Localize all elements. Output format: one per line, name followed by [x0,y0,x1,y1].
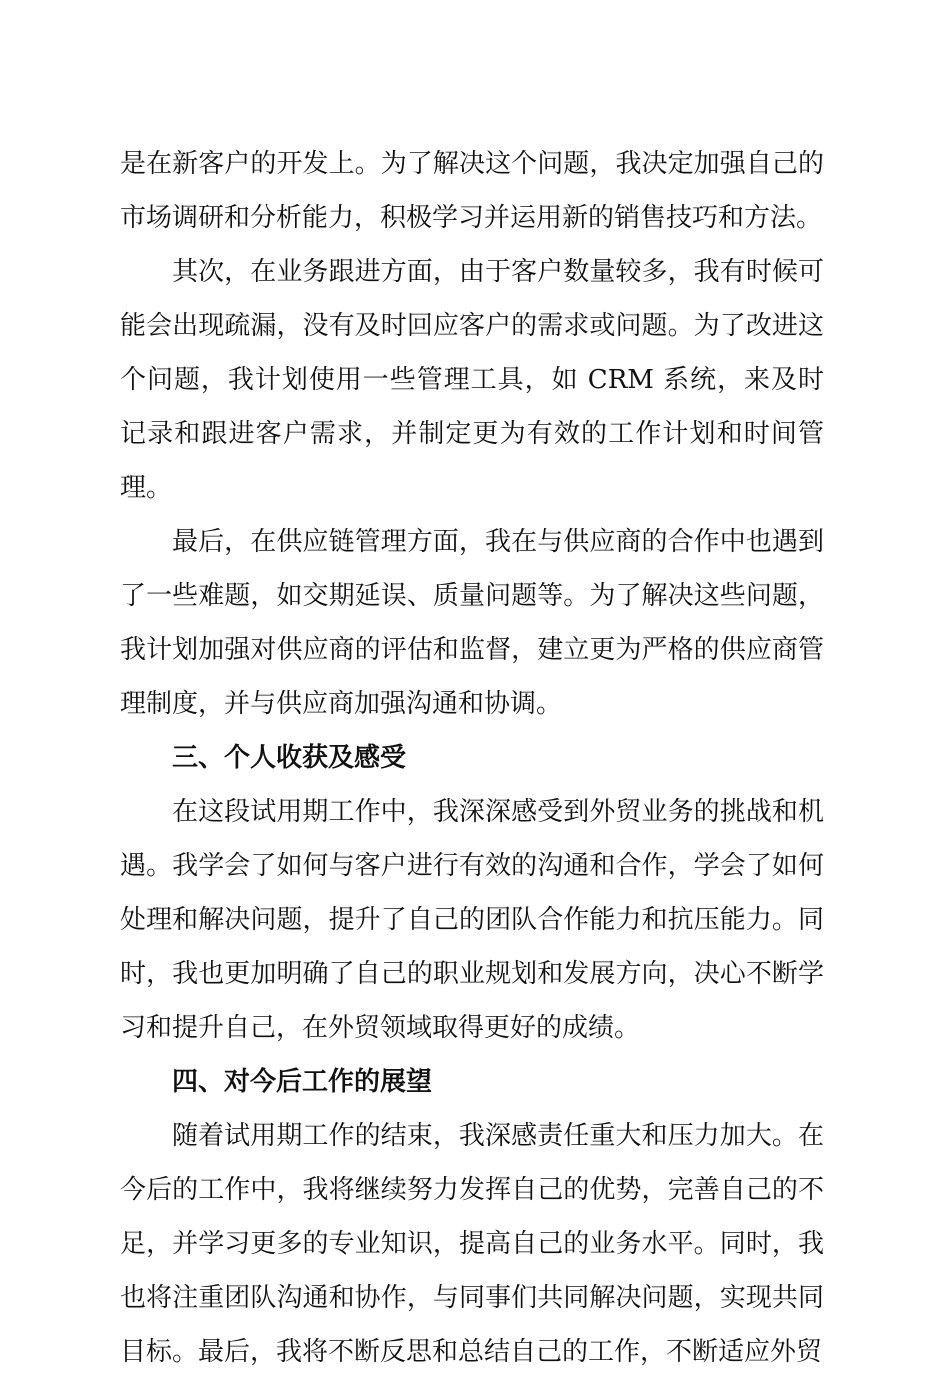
document-body [120,137,824,1379]
paragraph-new-clients: 是在新客户的开发上。为了解决这个问题，我决定加强自己的市场调研和分析能力，积极学习并运用新的销售技巧和方法。 [120,149,824,233]
paragraph-business-followup: 其次，在业务跟进方面，由于客户数量较多，我有时候可能会出现疏漏，没有及时回应客户的需求或问题。为了改进这个问题，我计划使用一些管理工具，如 CRM 系统，来及时记录和跟进客户需求，并制定更为有效的工作计划和时间管理。 [120,257,824,503]
section-heading-future-outlook: 四、对今后工作的展望 [172,1067,433,1097]
section-heading-personal-gains: 三、个人收获及感受 [172,743,407,773]
paragraph-personal-gains: 在这段试用期工作中，我深深感受到外贸业务的挑战和机遇。我学会了如何与客户进行有效的沟通和合作，学会了如何处理和解决问题，提升了自己的团队合作能力和抗压能力。同时，我也更加明确了自己的职业规划和发展方向，决心不断学习和提升自己，在外贸领域取得更好的成绩。 [120,797,824,1043]
paragraph-future-outlook: 随着试用期工作的结束，我深感责任重大和压力加大。在今后的工作中，我将继续努力发挥自己的优势，完善自己的不足，并学习更多的专业知识，提高自己的业务水平。同时，我也将注重团队沟通和协作，与同事们共同解决问题，实现共同目标。最后，我将不断反思和总结自己的工作，不断适应外贸 [120,1121,824,1367]
paragraph-supply-chain: 最后，在供应链管理方面，我在与供应商的合作中也遇到了一些难题，如交期延误、质量问题等。为了解决这些问题，我计划加强对供应商的评估和监督，建立更为严格的供应商管理制度，并与供应商加强沟通和协调。 [120,527,824,719]
